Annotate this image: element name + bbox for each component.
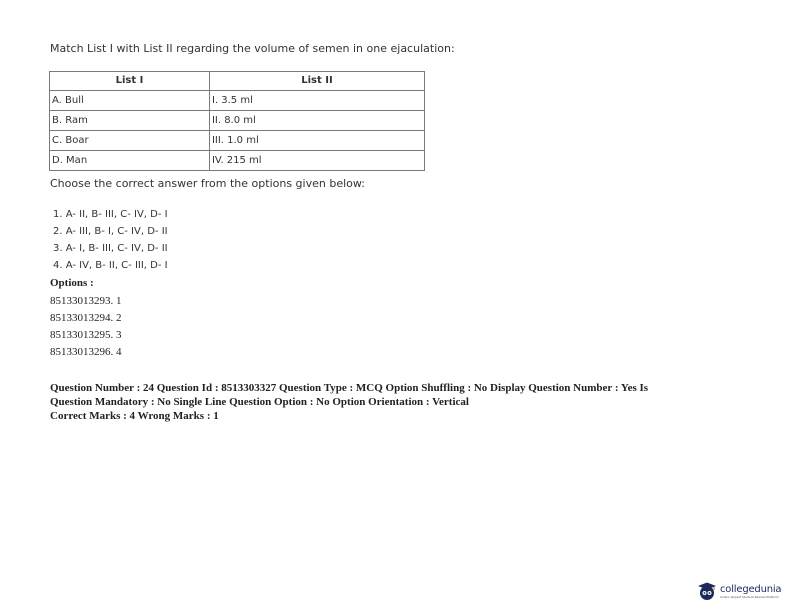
table-row <box>50 151 425 171</box>
instruction-text: Choose the correct answer from the options given below: <box>50 177 365 190</box>
metadata-line: Question Number : 24 Question Id : 8513303327 Question Type : MCQ Option Shuffling : No Display Question Number : Yes Is <box>50 382 649 394</box>
option-id-item: 85133013296. 4 <box>50 346 122 358</box>
option-id-item: 85133013293. 1 <box>50 295 122 307</box>
options-heading: Options : <box>50 277 94 289</box>
table-cell: C. Boar <box>50 131 210 151</box>
option-id-item: 85133013294. 2 <box>50 312 122 324</box>
table-cell: IV. 215 ml <box>209 151 424 171</box>
answer-choice: 3. A- I, B- III, C- IV, D- II <box>53 243 168 254</box>
option-ids-list <box>50 293 122 361</box>
table-header-list-1: List I <box>50 72 210 91</box>
table-header-row <box>50 72 425 91</box>
table-cell: B. Ram <box>50 111 210 131</box>
logo-name: collegedunia <box>720 583 782 595</box>
table-cell: II. 8.0 ml <box>209 111 424 131</box>
metadata-line: Correct Marks : 4 Wrong Marks : 1 <box>50 410 219 422</box>
table-row <box>50 91 425 111</box>
match-table <box>49 71 425 171</box>
answer-choice: 4. A- IV, B- II, C- III, D- I <box>53 260 168 271</box>
answer-choices-list <box>50 206 168 274</box>
collegedunia-logo <box>697 577 787 605</box>
table-cell: III. 1.0 ml <box>209 131 424 151</box>
table-cell: I. 3.5 ml <box>209 91 424 111</box>
table-row <box>50 131 425 151</box>
graduation-cap-icon <box>697 581 717 601</box>
metadata-line: Question Mandatory : No Single Line Question Option : No Option Orientation : Vertical <box>50 396 469 408</box>
table-row <box>50 111 425 131</box>
table-header-list-2: List II <box>209 72 424 91</box>
question-metadata <box>50 381 750 423</box>
question-text: Match List I with List II regarding the volume of semen in one ejaculation: <box>50 42 455 55</box>
logo-tagline: India's largest Student Review Platform <box>720 594 780 599</box>
table-cell: A. Bull <box>50 91 210 111</box>
answer-choice: 1. A- II, B- III, C- IV, D- I <box>53 209 168 220</box>
answer-choice: 2. A- III, B- I, C- IV, D- II <box>53 226 168 237</box>
table-cell: D. Man <box>50 151 210 171</box>
option-id-item: 85133013295. 3 <box>50 329 122 341</box>
